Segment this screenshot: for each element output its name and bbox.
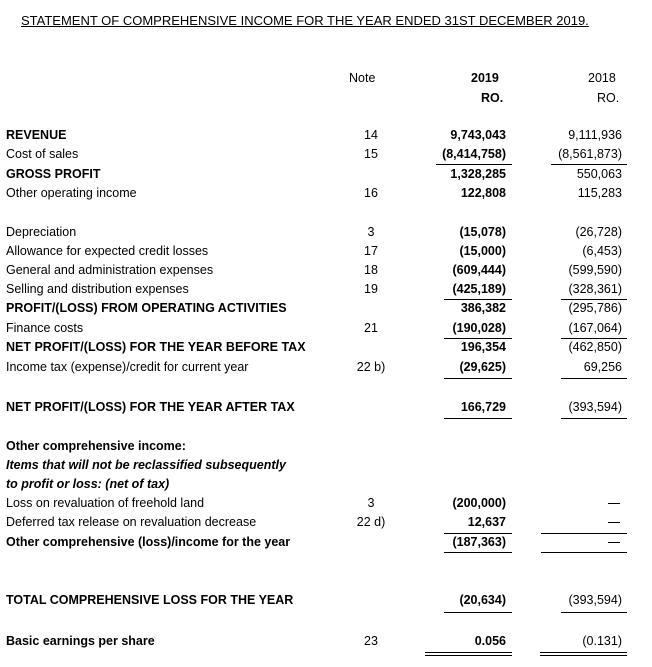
table-row [0, 244, 652, 263]
double-underline [540, 655, 627, 656]
section-subheading [0, 477, 652, 496]
row-value-2019: 12,637 [467, 515, 506, 529]
row-note: 15 [364, 147, 378, 161]
row-value-2019: (425,189) [452, 282, 506, 296]
row-value-2019: (8,414,758) [442, 147, 506, 161]
row-label: REVENUE [6, 128, 67, 142]
table-row [0, 225, 652, 244]
row-value-2019: 122,808 [460, 186, 506, 200]
table-row [0, 360, 652, 379]
row-label: to profit or loss: (net of tax) [6, 477, 170, 491]
row-note: 21 [364, 321, 378, 335]
row-value-2019: (20,634) [459, 593, 506, 607]
year-2019-header: 2019 [471, 71, 499, 85]
section-subheading [0, 458, 652, 477]
subtotal-line [561, 299, 627, 300]
row-label: NET PROFIT/(LOSS) FOR THE YEAR AFTER TAX [6, 400, 295, 414]
row-note: 16 [364, 186, 378, 200]
row-label: Loss on revaluation of freehold land [6, 496, 205, 510]
row-value-2018: (599,590) [568, 263, 622, 277]
double-underline [425, 652, 512, 653]
row-value-2018: 69,256 [583, 360, 622, 374]
row-label: Other operating income [6, 186, 137, 200]
row-value-2019: 166,729 [460, 400, 506, 414]
row-value-2019: 196,354 [460, 340, 506, 354]
double-underline [425, 655, 512, 656]
year-2018-header: 2018 [588, 71, 616, 85]
row-label: Selling and distribution expenses [6, 282, 189, 296]
currency-2018-header: RO. [597, 91, 620, 105]
statement-title: STATEMENT OF COMPREHENSIVE INCOME FOR THE YEAR ENDED 31ST DECEMBER 2019. [21, 13, 589, 28]
subtotal-line [444, 552, 512, 553]
dash-nil-value [608, 503, 620, 504]
subtotal-line [444, 338, 512, 339]
dash-nil-value [608, 522, 620, 523]
subtotal-line [541, 533, 627, 534]
subtotal-line [444, 299, 512, 300]
double-underline [540, 652, 627, 653]
row-value-2019: (190,028) [452, 321, 506, 335]
row-value-2018: 115,283 [577, 186, 622, 200]
subtotal-line [444, 378, 512, 379]
row-label: Income tax (expense)/credit for current year [6, 360, 249, 374]
row-value-2018: (393,594) [568, 593, 622, 607]
table-row [0, 496, 652, 515]
row-label: TOTAL COMPREHENSIVE LOSS FOR THE YEAR [6, 593, 294, 607]
row-value-2018: (6,453) [582, 244, 622, 258]
row-value-2019: (29,625) [459, 360, 506, 374]
row-label: GROSS PROFIT [6, 167, 101, 181]
table-row [0, 515, 652, 534]
row-label: General and administration expenses [6, 263, 214, 277]
table-row [0, 593, 652, 612]
subtotal-line [561, 378, 627, 379]
subtotal-line [444, 533, 512, 534]
row-value-2018: (393,594) [568, 400, 622, 414]
row-label: Depreciation [6, 225, 77, 239]
row-label: Other comprehensive (loss)/income for the year [6, 535, 291, 549]
table-row [0, 321, 652, 340]
row-value-2019: 9,743,043 [450, 128, 506, 142]
row-value-2018: (462,850) [568, 340, 622, 354]
row-value-2018: (0.131) [582, 634, 622, 648]
row-label: Deferred tax release on revaluation decrease [6, 515, 257, 529]
total-line [444, 418, 512, 419]
row-note: 14 [364, 128, 378, 142]
table-row [0, 282, 652, 301]
row-value-2019: (609,444) [452, 263, 506, 277]
section-heading [0, 439, 652, 458]
table-row [0, 634, 652, 653]
row-label: Finance costs [6, 321, 84, 335]
row-value-2019: (15,078) [459, 225, 506, 239]
table-row [0, 167, 652, 186]
row-note: 18 [364, 263, 378, 277]
table-row [0, 128, 652, 147]
table-row [0, 400, 652, 419]
total-line [561, 612, 627, 613]
row-value-2018: 550,063 [576, 167, 622, 181]
row-value-2018: 9,111,936 [568, 128, 622, 142]
row-value-2018: (295,786) [568, 301, 622, 315]
row-value-2019: 1,328,285 [450, 167, 506, 181]
table-row [0, 263, 652, 282]
row-note: 19 [364, 282, 378, 296]
table-row [0, 340, 652, 359]
row-value-2019: 386,382 [460, 301, 506, 315]
row-note: 3 [367, 225, 375, 239]
row-note: 22 d) [356, 515, 386, 529]
row-label: Cost of sales [6, 147, 79, 161]
subtotal-line [551, 164, 627, 165]
dash-nil-value [608, 542, 620, 543]
row-value-2018: (26,728) [575, 225, 622, 239]
table-row [0, 301, 652, 320]
row-value-2019: (187,363) [452, 535, 506, 549]
subtotal-line [541, 552, 627, 553]
row-value-2018: (8,561,873) [558, 147, 622, 161]
total-line [561, 418, 627, 419]
row-label: Other comprehensive income: [6, 439, 186, 453]
row-label: PROFIT/(LOSS) FROM OPERATING ACTIVITIES [6, 301, 287, 315]
row-note: 17 [364, 244, 378, 258]
row-label: NET PROFIT/(LOSS) FOR THE YEAR BEFORE TAX [6, 340, 306, 354]
row-label: Allowance for expected credit losses [6, 244, 209, 258]
row-value-2019: (200,000) [452, 496, 506, 510]
table-row [0, 186, 652, 205]
subtotal-line [561, 338, 627, 339]
row-note: 22 b) [356, 360, 386, 374]
row-note: 23 [364, 634, 378, 648]
total-line [444, 612, 512, 613]
note-column-header: Note [349, 71, 376, 85]
row-value-2019: (15,000) [459, 244, 506, 258]
row-value-2018: (167,064) [568, 321, 622, 335]
row-label: Items that will not be reclassified subsequently [6, 458, 286, 472]
row-note: 3 [367, 496, 375, 510]
row-value-2019: 0.056 [474, 634, 506, 648]
currency-2019-header: RO. [481, 91, 504, 105]
subtotal-line [436, 164, 512, 165]
row-value-2018: (328,361) [568, 282, 622, 296]
row-label: Basic earnings per share [6, 634, 155, 648]
